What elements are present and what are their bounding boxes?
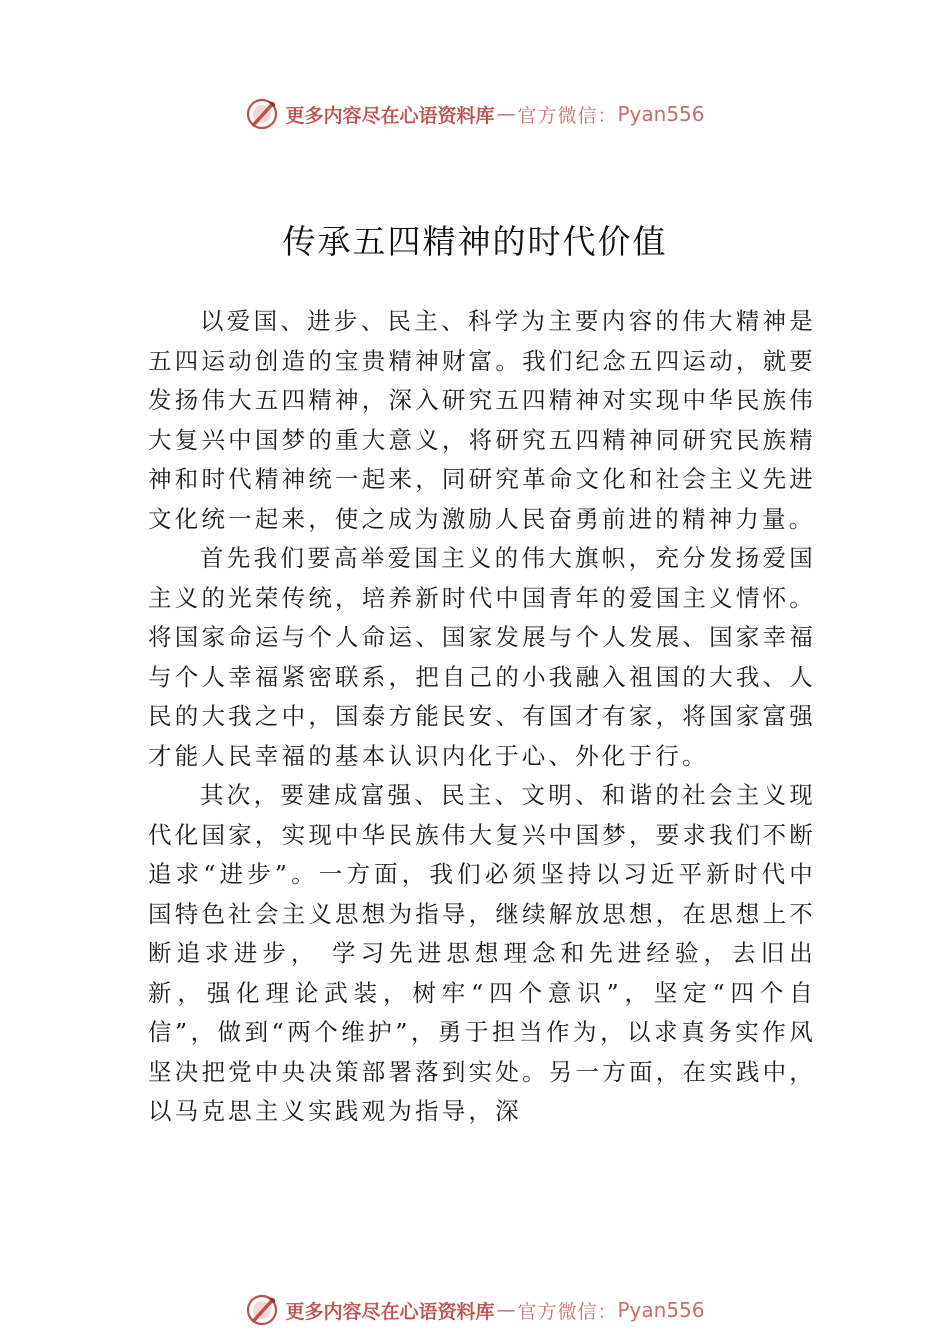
watermark-label: 官方微信： bbox=[517, 104, 618, 127]
paragraph-3: 其次，要建成富强、民主、文明、和谐的社会主义现代化国家，实现中华民族伟大复兴中国梦，要求我们不断追求“进步”。一方面，我们必须坚持以习近平新时代中国特色社会主义思想为指导，继续解放思想，在思想上不断追求进步， 学习先进思想理念和先进经验，去旧出新，强化理论武装，树牢“四个意识”，坚定“四个自信”，做到“两个维护”，勇于担当作为，以求真务实作风坚决把党中央决策部署落到实处。另一方面，在实践中，以马克思主义实践观为指导，深 bbox=[148, 781, 816, 1125]
watermark-label: 官方微信： bbox=[517, 1300, 618, 1323]
document-title: 传承五四精神的时代价值 bbox=[282, 222, 668, 262]
watermark-wechat-id: Pyan556 bbox=[617, 102, 705, 126]
watermark-brand: 更多内容尽在心语资料库 bbox=[285, 1300, 495, 1323]
footer-watermark bbox=[0, 1290, 950, 1330]
quill-pen-seal-icon bbox=[245, 1293, 279, 1327]
watermark-wechat-id: Pyan556 bbox=[617, 1298, 705, 1322]
watermark-separator: — bbox=[496, 1299, 516, 1321]
header-watermark bbox=[0, 94, 950, 134]
watermark-brand: 更多内容尽在心语资料库 bbox=[285, 104, 495, 127]
watermark-separator: — bbox=[496, 103, 516, 125]
paragraph-1: 以爱国、进步、民主、科学为主要内容的伟大精神是五四运动创造的宝贵精神财富。我们纪念五四运动，就要发扬伟大五四精神，深入研究五四精神对实现中华民族伟大复兴中国梦的重大意义，将研究五四精神同研究民族精神和时代精神统一起来，同研究革命文化和社会主义先进文化统一起来，使之成为激励人民奋勇前进的精神力量。 bbox=[148, 307, 816, 533]
paragraph-2: 首先我们要高举爱国主义的伟大旗帜，充分发扬爱国主义的光荣传统，培养新时代中国青年的爱国主义情怀。将国家命运与个人命运、国家发展与个人发展、国家幸福与个人幸福紧密联系，把自己的小我融入祖国的大我、人民的大我之中，国泰方能民安、有国才有家，将国家富强才能人民幸福的基本认识内化于心、外化于行。 bbox=[148, 544, 816, 770]
quill-pen-seal-icon bbox=[245, 97, 279, 131]
document-body bbox=[148, 302, 816, 1132]
